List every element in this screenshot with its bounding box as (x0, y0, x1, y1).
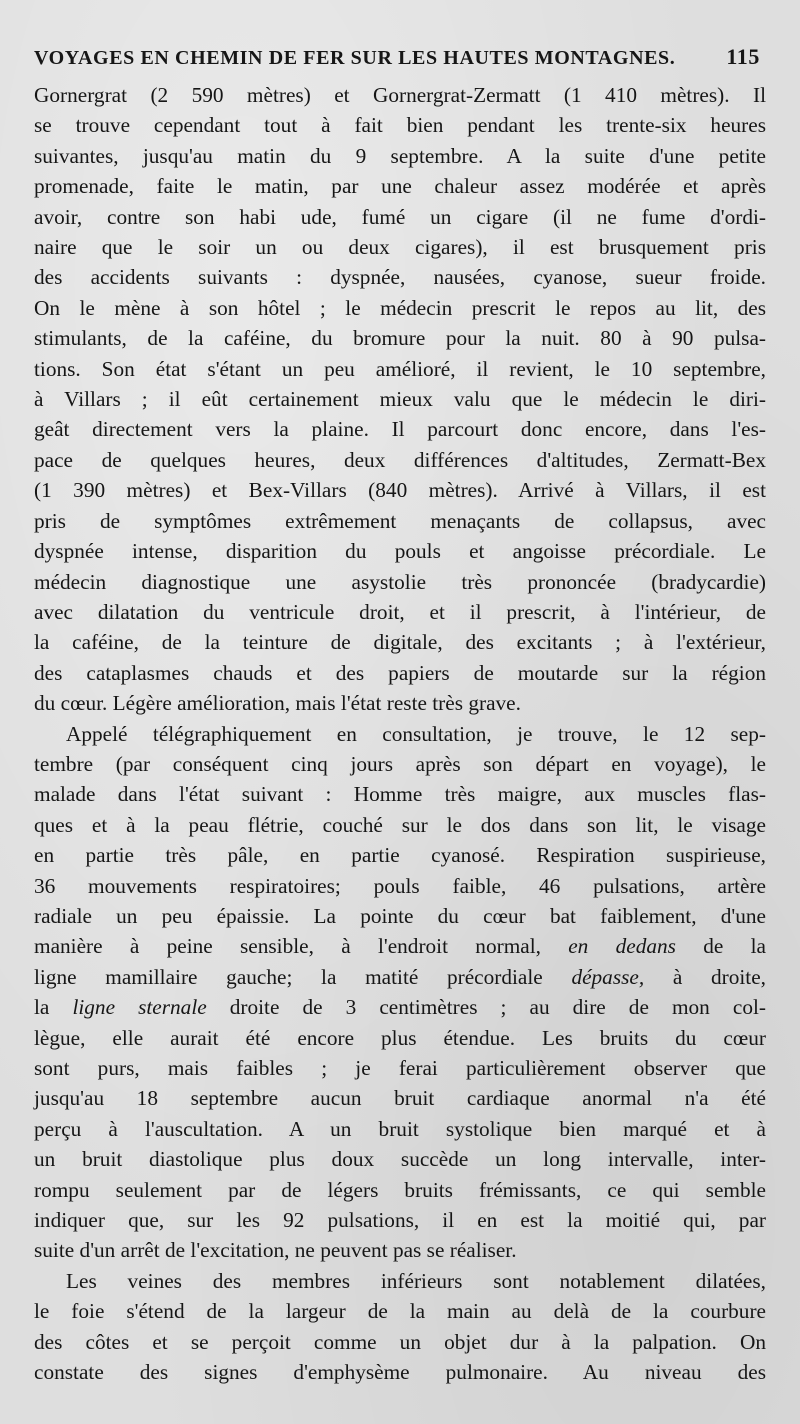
text-line: du cœur. Légère amélioration, mais l'état reste très grave. (34, 691, 521, 716)
text-line-with-italic (34, 931, 766, 961)
text-line: indiquer que, sur les 92 pulsations, il en est la moitié qui, par (34, 1208, 766, 1233)
text-line: la caféine, de la teinture de digitale, des excitants ; à l'extérieur, (34, 630, 766, 655)
italic-term: en dedans (568, 934, 676, 959)
text-line: avec dilatation du ventricule droit, et il prescrit, à l'intérieur, de (34, 599, 766, 624)
text-line: pace de quelques heures, deux différences d'altitudes, Zermatt-Bex (34, 447, 766, 472)
text-line: pris de symptômes extrêmement menaçants de collapsus, avec (34, 508, 766, 533)
text-line: naire que le soir un ou deux cigares), il est brusquement pris (34, 235, 766, 260)
text-line: suivantes, jusqu'au matin du 9 septembre. A la suite d'une petite (34, 143, 766, 168)
text-span: ligne mamillaire gauche; la matité précordiale (34, 964, 543, 989)
text-line: lègue, elle aurait été encore plus étendue. Les bruits du cœur (34, 1025, 766, 1050)
text-line: le foie s'étend de la largeur de la main au delà de la courbure (34, 1299, 766, 1324)
running-head (34, 36, 766, 78)
text-line: constate des signes d'emphysème pulmonaire. Au niveau des (34, 1360, 766, 1385)
paragraph-2 (34, 719, 766, 1266)
text-line: (1 390 mètres) et Bex-Villars (840 mètres). Arrivé à Villars, il est (34, 478, 766, 503)
paragraph-3 (34, 1266, 766, 1388)
text-line: promenade, faite le matin, par une chaleur assez modérée et après (34, 174, 766, 199)
text-line: rompu seulement par de légers bruits frémissants, ce qui semble (34, 1177, 766, 1202)
text-line: dyspnée intense, disparition du pouls et angoisse précordiale. Le (34, 539, 766, 564)
text-line: stimulants, de la caféine, du bromure pour la nuit. 80 à 90 pulsa- (34, 326, 766, 351)
paragraph-1 (34, 80, 766, 719)
text-span: droite de 3 centimètres ; au dire de mon col- (206, 995, 766, 1020)
text-line: sont purs, mais faibles ; je ferai particulièrement observer que (34, 1056, 766, 1080)
text-line: Gornergrat (2 590 mètres) et Gornergrat-Zermatt (1 410 mètres). Il (34, 83, 766, 107)
text-line: perçu à l'auscultation. A un bruit systolique bien marqué et à (34, 1116, 766, 1141)
text-line: Les veines des membres inférieurs sont notablement dilatées, (66, 1268, 766, 1293)
text-line: tions. Son état s'étant un peu amélioré, il revient, le 10 septembre, (34, 356, 766, 381)
italic-term: ligne sternale (72, 995, 207, 1020)
running-head-title: VOYAGES EN CHEMIN DE FER SUR LES HAUTES MONTAGNES. (34, 47, 676, 69)
text-line: se trouve cependant tout à fait bien pendant les trente-six heures (34, 113, 766, 138)
text-line: Appelé télégraphiquement en consultation, je trouve, le 12 sep- (66, 721, 766, 746)
text-line: un bruit diastolique plus doux succède un long intervalle, inter- (34, 1147, 766, 1172)
text-line: On le mène à son hôtel ; le médecin prescrit le repos au lit, des (34, 295, 766, 320)
text-span: manière à peine sensible, à l'endroit normal, (34, 934, 541, 959)
text-line: des côtes et se perçoit comme un objet dur à la palpation. On (34, 1329, 766, 1354)
text-line: jusqu'au 18 septembre aucun bruit cardiaque anormal n'a été (34, 1086, 766, 1111)
text-line: 36 mouvements respiratoires; pouls faible, 46 pulsations, artère (34, 873, 766, 898)
text-line: suite d'un arrêt de l'excitation, ne peuvent pas se réaliser. (34, 1238, 517, 1263)
text-line: radiale un peu épaissie. La pointe du cœur bat faiblement, d'une (34, 903, 766, 928)
text-span: à droite, (644, 964, 766, 989)
text-line: des cataplasmes chauds et des papiers de moutarde sur la région (34, 660, 766, 685)
text-line: en partie très pâle, en partie cyanosé. Respiration suspirieuse, (34, 843, 766, 868)
text-line: avoir, contre son habi ude, fumé un cigare (il ne fume d'ordi- (34, 204, 766, 229)
text-line: geât directement vers la plaine. Il parcourt donc encore, dans l'es- (34, 417, 766, 442)
text-line: malade dans l'état suivant : Homme très maigre, aux muscles flas- (34, 782, 766, 807)
text-span: la (34, 995, 50, 1020)
text-line-with-italic (34, 962, 766, 992)
text-line-with-italic (34, 992, 766, 1022)
text-line: médecin diagnostique une asystolie très prononcée (bradycardie) (34, 569, 766, 594)
text-line: tembre (par conséquent cinq jours après son départ en voyage), le (34, 751, 766, 776)
text-line: ques et à la peau flétrie, couché sur le dos dans son lit, le visage (34, 812, 766, 837)
body-text (34, 80, 766, 1387)
text-span: de la (675, 934, 766, 959)
page-number: 115 (726, 44, 760, 69)
text-line: à Villars ; il eût certainement mieux valu que le médecin le diri- (34, 387, 766, 412)
italic-term: dépasse, (571, 964, 645, 989)
text-line: des accidents suivants : dyspnée, nausées, cyanose, sueur froide. (34, 265, 766, 290)
